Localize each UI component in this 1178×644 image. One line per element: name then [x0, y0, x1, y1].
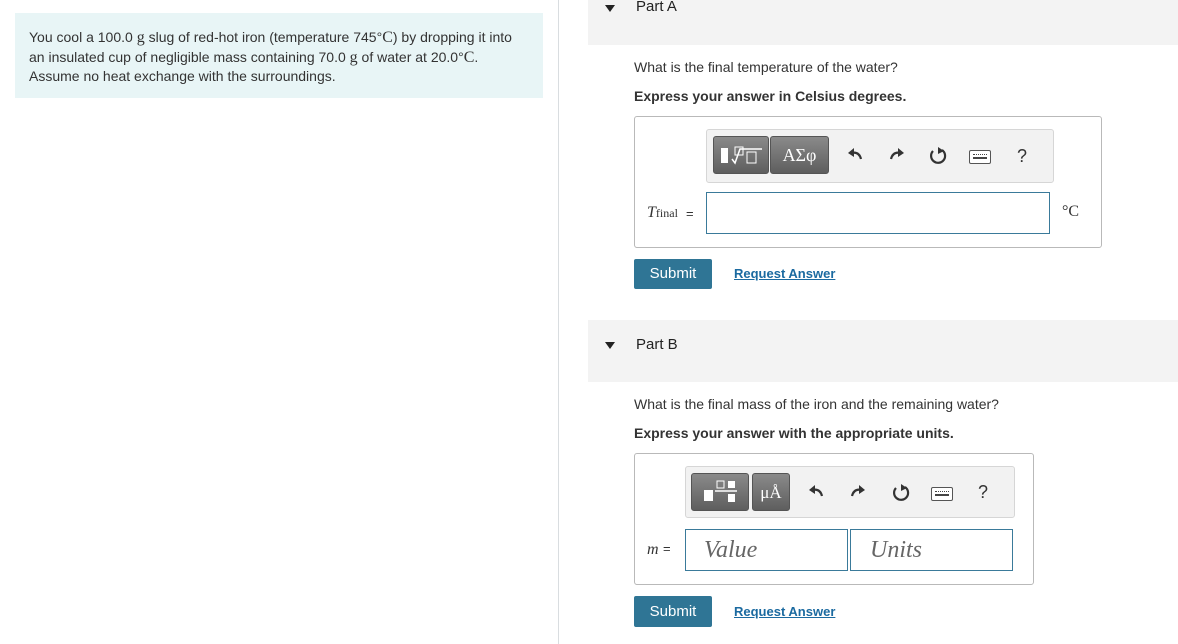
part-a-submit-button[interactable]: Submit	[634, 259, 712, 289]
help-icon[interactable]: ?	[977, 482, 988, 502]
part-a-toolbar	[706, 129, 1054, 183]
templates-button[interactable]	[691, 473, 749, 511]
units-label: μÅ	[760, 483, 782, 502]
part-b-instruction: Express your answer with the appropriate units.	[634, 425, 954, 441]
keyboard-icon[interactable]	[969, 150, 991, 164]
value-input[interactable]	[685, 529, 848, 571]
units-button[interactable]	[752, 473, 790, 511]
part-a-question: What is the final temperature of the water?	[634, 59, 898, 75]
variable-t-final: Tfinal	[647, 204, 678, 221]
redo-icon[interactable]	[848, 482, 868, 502]
part-a-request-answer-link[interactable]: Request Answer	[734, 266, 836, 281]
problem-statement	[15, 13, 543, 98]
undo-icon[interactable]	[806, 482, 826, 502]
keyboard-icon[interactable]	[931, 487, 953, 501]
redo-icon[interactable]	[887, 145, 907, 165]
unit-grams: g	[136, 29, 145, 46]
part-b-submit-button[interactable]: Submit	[634, 596, 712, 627]
part-b-toolbar	[685, 466, 1015, 518]
part-a-instruction: Express your answer in Celsius degrees.	[634, 88, 907, 104]
part-b-header[interactable]	[588, 320, 1178, 382]
greek-symbols-button[interactable]	[770, 136, 829, 174]
part-a-title: Part A	[636, 0, 677, 15]
reset-icon[interactable]	[890, 482, 912, 504]
templates-button[interactable]	[713, 136, 769, 174]
caret-down-icon[interactable]	[605, 5, 615, 12]
caret-down-icon[interactable]	[605, 342, 615, 349]
part-b-request-answer-link[interactable]: Request Answer	[734, 604, 836, 619]
t-final-input[interactable]	[706, 192, 1050, 234]
value-placeholder: Value	[704, 537, 758, 563]
column-divider	[558, 0, 559, 644]
fraction-template-icon	[692, 474, 748, 510]
units-input[interactable]	[850, 529, 1013, 571]
problem-text: You cool a 100.0 g slug of red-hot iron (temperature 745°C) by dropping it into an insulated cup of negligible mass containing 70.0 g of water at 20.0°C. Assume no heat exchange with the surroundings.	[29, 29, 512, 84]
part-b-question: What is the final mass of the iron and the remaining water?	[634, 396, 999, 412]
greek-symbols-label: ΑΣφ	[782, 145, 817, 165]
sqrt-template-icon	[714, 137, 768, 173]
equals-sign: =	[663, 541, 671, 556]
part-b-title: Part B	[636, 336, 678, 353]
part-a-header[interactable]	[588, 0, 1178, 45]
units-placeholder: Units	[870, 537, 923, 563]
reset-icon[interactable]	[927, 145, 949, 167]
equals-sign: =	[686, 206, 694, 221]
celsius-unit: °C	[1062, 203, 1080, 220]
variable-m: m	[647, 541, 659, 558]
help-icon[interactable]: ?	[1016, 146, 1027, 166]
undo-icon[interactable]	[845, 145, 865, 165]
